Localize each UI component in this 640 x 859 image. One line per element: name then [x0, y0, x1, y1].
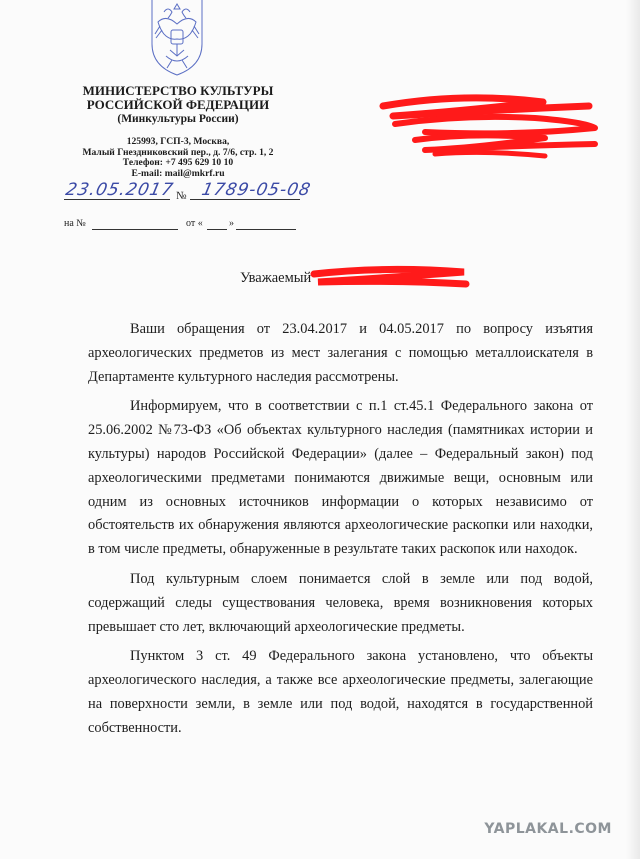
email: E-mail: mail@mkrf.ru: [131, 167, 225, 179]
in-reply-underline: [92, 229, 178, 230]
double-headed-eagle-emblem-icon: [146, 0, 208, 76]
phone: Телефон: +7 495 629 10 10: [122, 157, 234, 169]
from-date-underline: [236, 229, 296, 230]
addressee-redaction: [375, 92, 615, 170]
from-day-underline: [207, 229, 227, 230]
ministry-address: [60, 137, 296, 179]
paragraph-1: Ваши обращения от 23.04.2017 и 04.05.2017 по вопросу изъятия археологических предметов из мест залегания с помощью металлоискателя в Департаменте культурного наследия рассмотрены.: [88, 321, 593, 385]
number-underline: [190, 199, 300, 200]
ministry-name-line2: РОССИЙСКОЙ ФЕДЕРАЦИИ: [86, 97, 270, 112]
ministry-name-line1: МИНИСТЕРСТВО КУЛЬТУРЫ: [82, 83, 274, 98]
handwritten-number: 1789-05-08: [199, 180, 313, 200]
salutation: [240, 270, 311, 287]
address-line2: Малый Гнездниковский пер., д. 7/6, стр. 1, 2: [82, 146, 274, 158]
in-reply-label: на №: [64, 218, 86, 229]
number-label: №: [176, 190, 187, 202]
from-label: от «: [186, 218, 203, 229]
salutation-name-redaction: [310, 264, 470, 294]
letter-body: [88, 318, 593, 747]
ministry-short-name: (Минкультуры России): [117, 113, 239, 125]
ministry-name: [60, 84, 296, 126]
from-mid: »: [229, 218, 234, 229]
paragraph-4: Пунктом 3 ст. 49 Федерального закона установлено, что объекты археологического наследия, а также все археологические предметы, залегающие на поверхности земли, в земле или под водой, находятся в государственной собственности.: [88, 648, 593, 736]
paragraph-3: Под культурным слоем понимается слой в земле или под водой, содержащий следы существования человека, время возникновения которых превышает сто лет, включающий археологические предметы.: [88, 570, 593, 635]
address-line1: 125993, ГСП-3, Москва,: [126, 136, 230, 147]
site-watermark: YAPLAKAL.COM: [484, 821, 612, 837]
paragraph-2: Информируем, что в соответствии с п.1 ст.45.1 Федерального закона от 25.06.2002 №73-ФЗ «Об объектах культурного наследия (памятниках истории и культуры) народов Российской Федерации» (далее – Федеральный закон) под археологическими предметами понимаются движимые вещи, основным или одним из основных источников информации о которых независимо от обстоятельств их обнаружения являются археологические раскопки или находки, в том числе предметы, обнаруженные в результате таких раскопок или находок.: [88, 398, 593, 558]
date-underline: [64, 199, 170, 200]
salutation-text: Уважаемый: [240, 270, 312, 286]
handwritten-date: 23.05.2017: [63, 180, 176, 200]
